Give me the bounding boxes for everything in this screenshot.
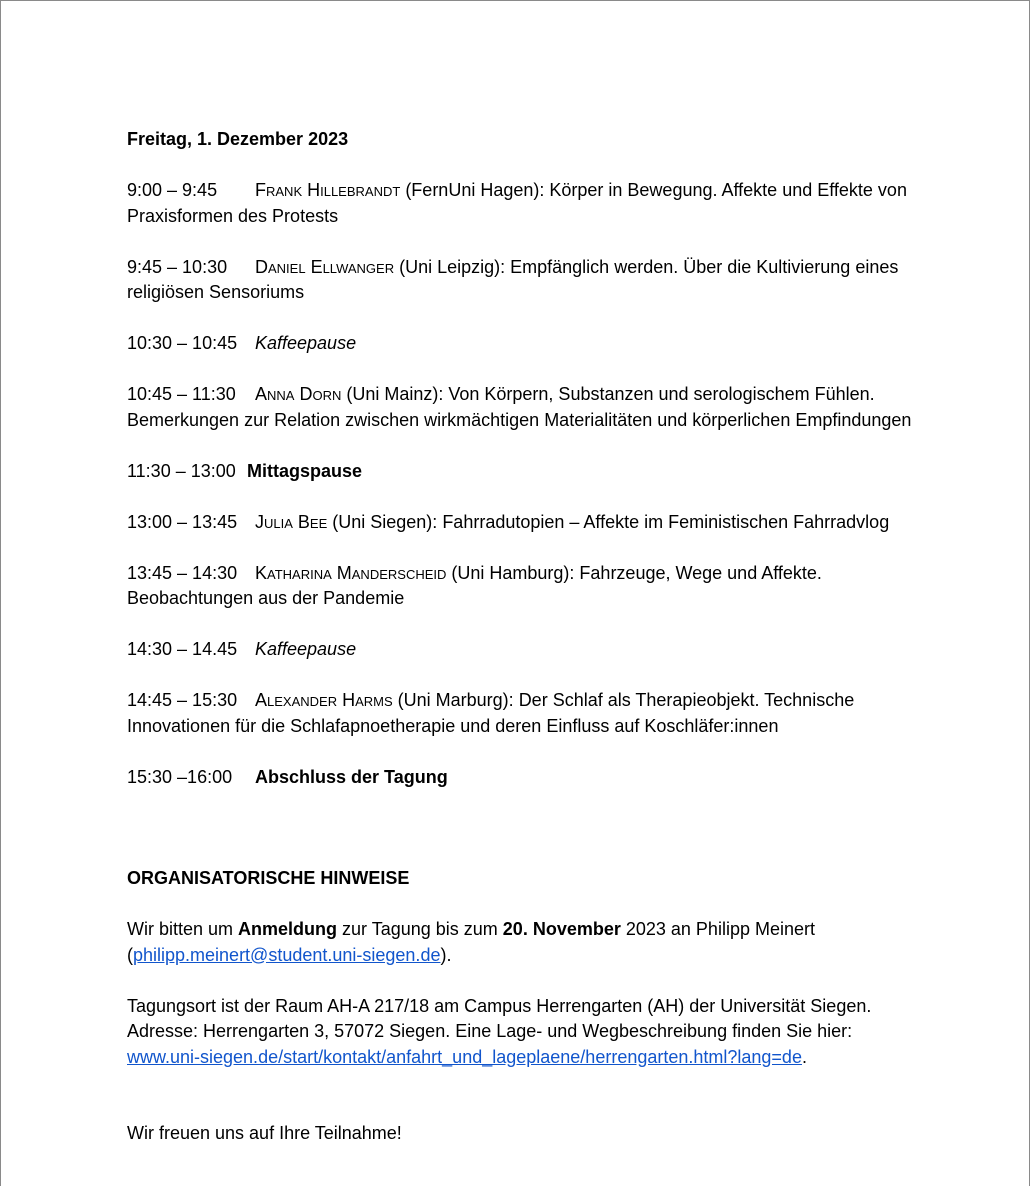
schedule-entry xyxy=(127,459,927,485)
talk-title: Fahrzeuge, Wege und Affekte. Beobachtungen aus der Pandemie xyxy=(127,562,822,608)
day-heading: Freitag, 1. Dezember 2023 xyxy=(127,129,349,149)
deadline-date: 20. November xyxy=(502,919,621,939)
closing-line: Wir freuen uns auf Ihre Teilnahme! xyxy=(127,1123,402,1143)
entry-time: 14:30 – 14.45 xyxy=(127,639,238,659)
venue-end: . xyxy=(801,1046,807,1067)
entry-time: 15:30 –16:00 xyxy=(127,766,233,787)
speaker-name: Frank Hillebrandt xyxy=(255,180,401,200)
schedule-entry xyxy=(127,178,927,229)
entry-time: 14:45 – 15:30 xyxy=(127,690,238,710)
registration-bold: Anmeldung xyxy=(238,919,338,939)
venue-link[interactable]: www.uni-siegen.de/start/kontakt/anfahrt_und_lageplaene/herrengarten.html?lang=de xyxy=(127,1046,802,1067)
venue-paragraph xyxy=(127,994,927,1071)
speaker-affiliation: (FernUni Hagen): xyxy=(400,180,550,200)
schedule-entry xyxy=(127,382,927,433)
entry-time: 10:30 – 10:45 xyxy=(127,333,238,353)
speaker-name: Julia Bee xyxy=(255,511,328,532)
break-label: Kaffeepause xyxy=(255,639,357,659)
speaker-name: Daniel Ellwanger xyxy=(255,256,395,277)
schedule-entry xyxy=(127,331,927,357)
entry-time: 13:00 – 13:45 xyxy=(127,511,238,532)
talk-title: Körper in Bewegung. Affekte und Effekte von Praxisformen des Protests xyxy=(127,180,907,226)
break-label: Mittagspause xyxy=(247,460,363,481)
document-content xyxy=(127,127,927,1172)
entry-time: 9:45 – 10:30 xyxy=(127,256,228,277)
venue-text: Tagungsort ist der Raum AH-A 217/18 am Campus Herrengarten (AH) der Universität Siegen. Adresse: Herrengarten 3, 57072 Siegen. Eine Lage- und Wegbeschreibung finden Sie hier: xyxy=(127,995,872,1041)
closing-session-label: Abschluss der Tagung xyxy=(255,766,448,787)
registration-text: Wir bitten um xyxy=(127,919,239,939)
registration-paragraph xyxy=(127,917,927,968)
paren-close: ). xyxy=(440,944,452,965)
schedule-entry xyxy=(127,561,927,612)
schedule-entry xyxy=(127,637,927,663)
entry-time: 13:45 – 14:30 xyxy=(127,562,238,583)
break-label: Kaffeepause xyxy=(255,333,357,353)
schedule-entry xyxy=(127,255,927,306)
speaker-affiliation: (Uni Marburg): xyxy=(392,690,519,710)
speaker-affiliation: (Uni Hamburg): xyxy=(446,562,580,583)
entry-time: 9:00 – 9:45 xyxy=(127,180,218,200)
registration-text: zur Tagung bis zum xyxy=(337,919,503,939)
speaker-affiliation: (Uni Mainz): xyxy=(341,384,449,404)
paren-open: ( xyxy=(127,944,133,965)
registration-text: 2023 an Philipp Meinert xyxy=(620,919,815,939)
speaker-name: Alexander Harms xyxy=(255,690,393,710)
schedule-entry xyxy=(127,765,927,791)
schedule-entry xyxy=(127,510,927,536)
talk-title: Fahrradutopien – Affekte im Feministischen Fahrradvlog xyxy=(442,511,890,532)
speaker-name: Katharina Manderscheid xyxy=(255,562,447,583)
entry-time: 11:30 – 13:00 xyxy=(127,460,236,481)
schedule-entry xyxy=(127,688,927,739)
speaker-affiliation: (Uni Siegen): xyxy=(327,511,443,532)
talk-title: Empfänglich werden. Über die Kultivierung eines religiösen Sensoriums xyxy=(127,256,899,302)
talk-title: Der Schlaf als Therapieobjekt. Technische Innovationen für die Schlafapnoetherapie und deren Einfluss auf Koschläfer:innen xyxy=(127,690,855,736)
org-heading: ORGANISATORISCHE HINWEISE xyxy=(127,868,410,888)
speaker-affiliation: (Uni Leipzig): xyxy=(394,256,511,277)
email-link[interactable]: philipp.meinert@student.uni-siegen.de xyxy=(133,944,441,965)
talk-title: Von Körpern, Substanzen und serologischem Fühlen. Bemerkungen zur Relation zwischen wirkmächtigen Materialitäten und körperlichen Empfindungen xyxy=(127,384,912,430)
speaker-name: Anna Dorn xyxy=(255,384,342,404)
entry-time: 10:45 – 11:30 xyxy=(127,384,236,404)
